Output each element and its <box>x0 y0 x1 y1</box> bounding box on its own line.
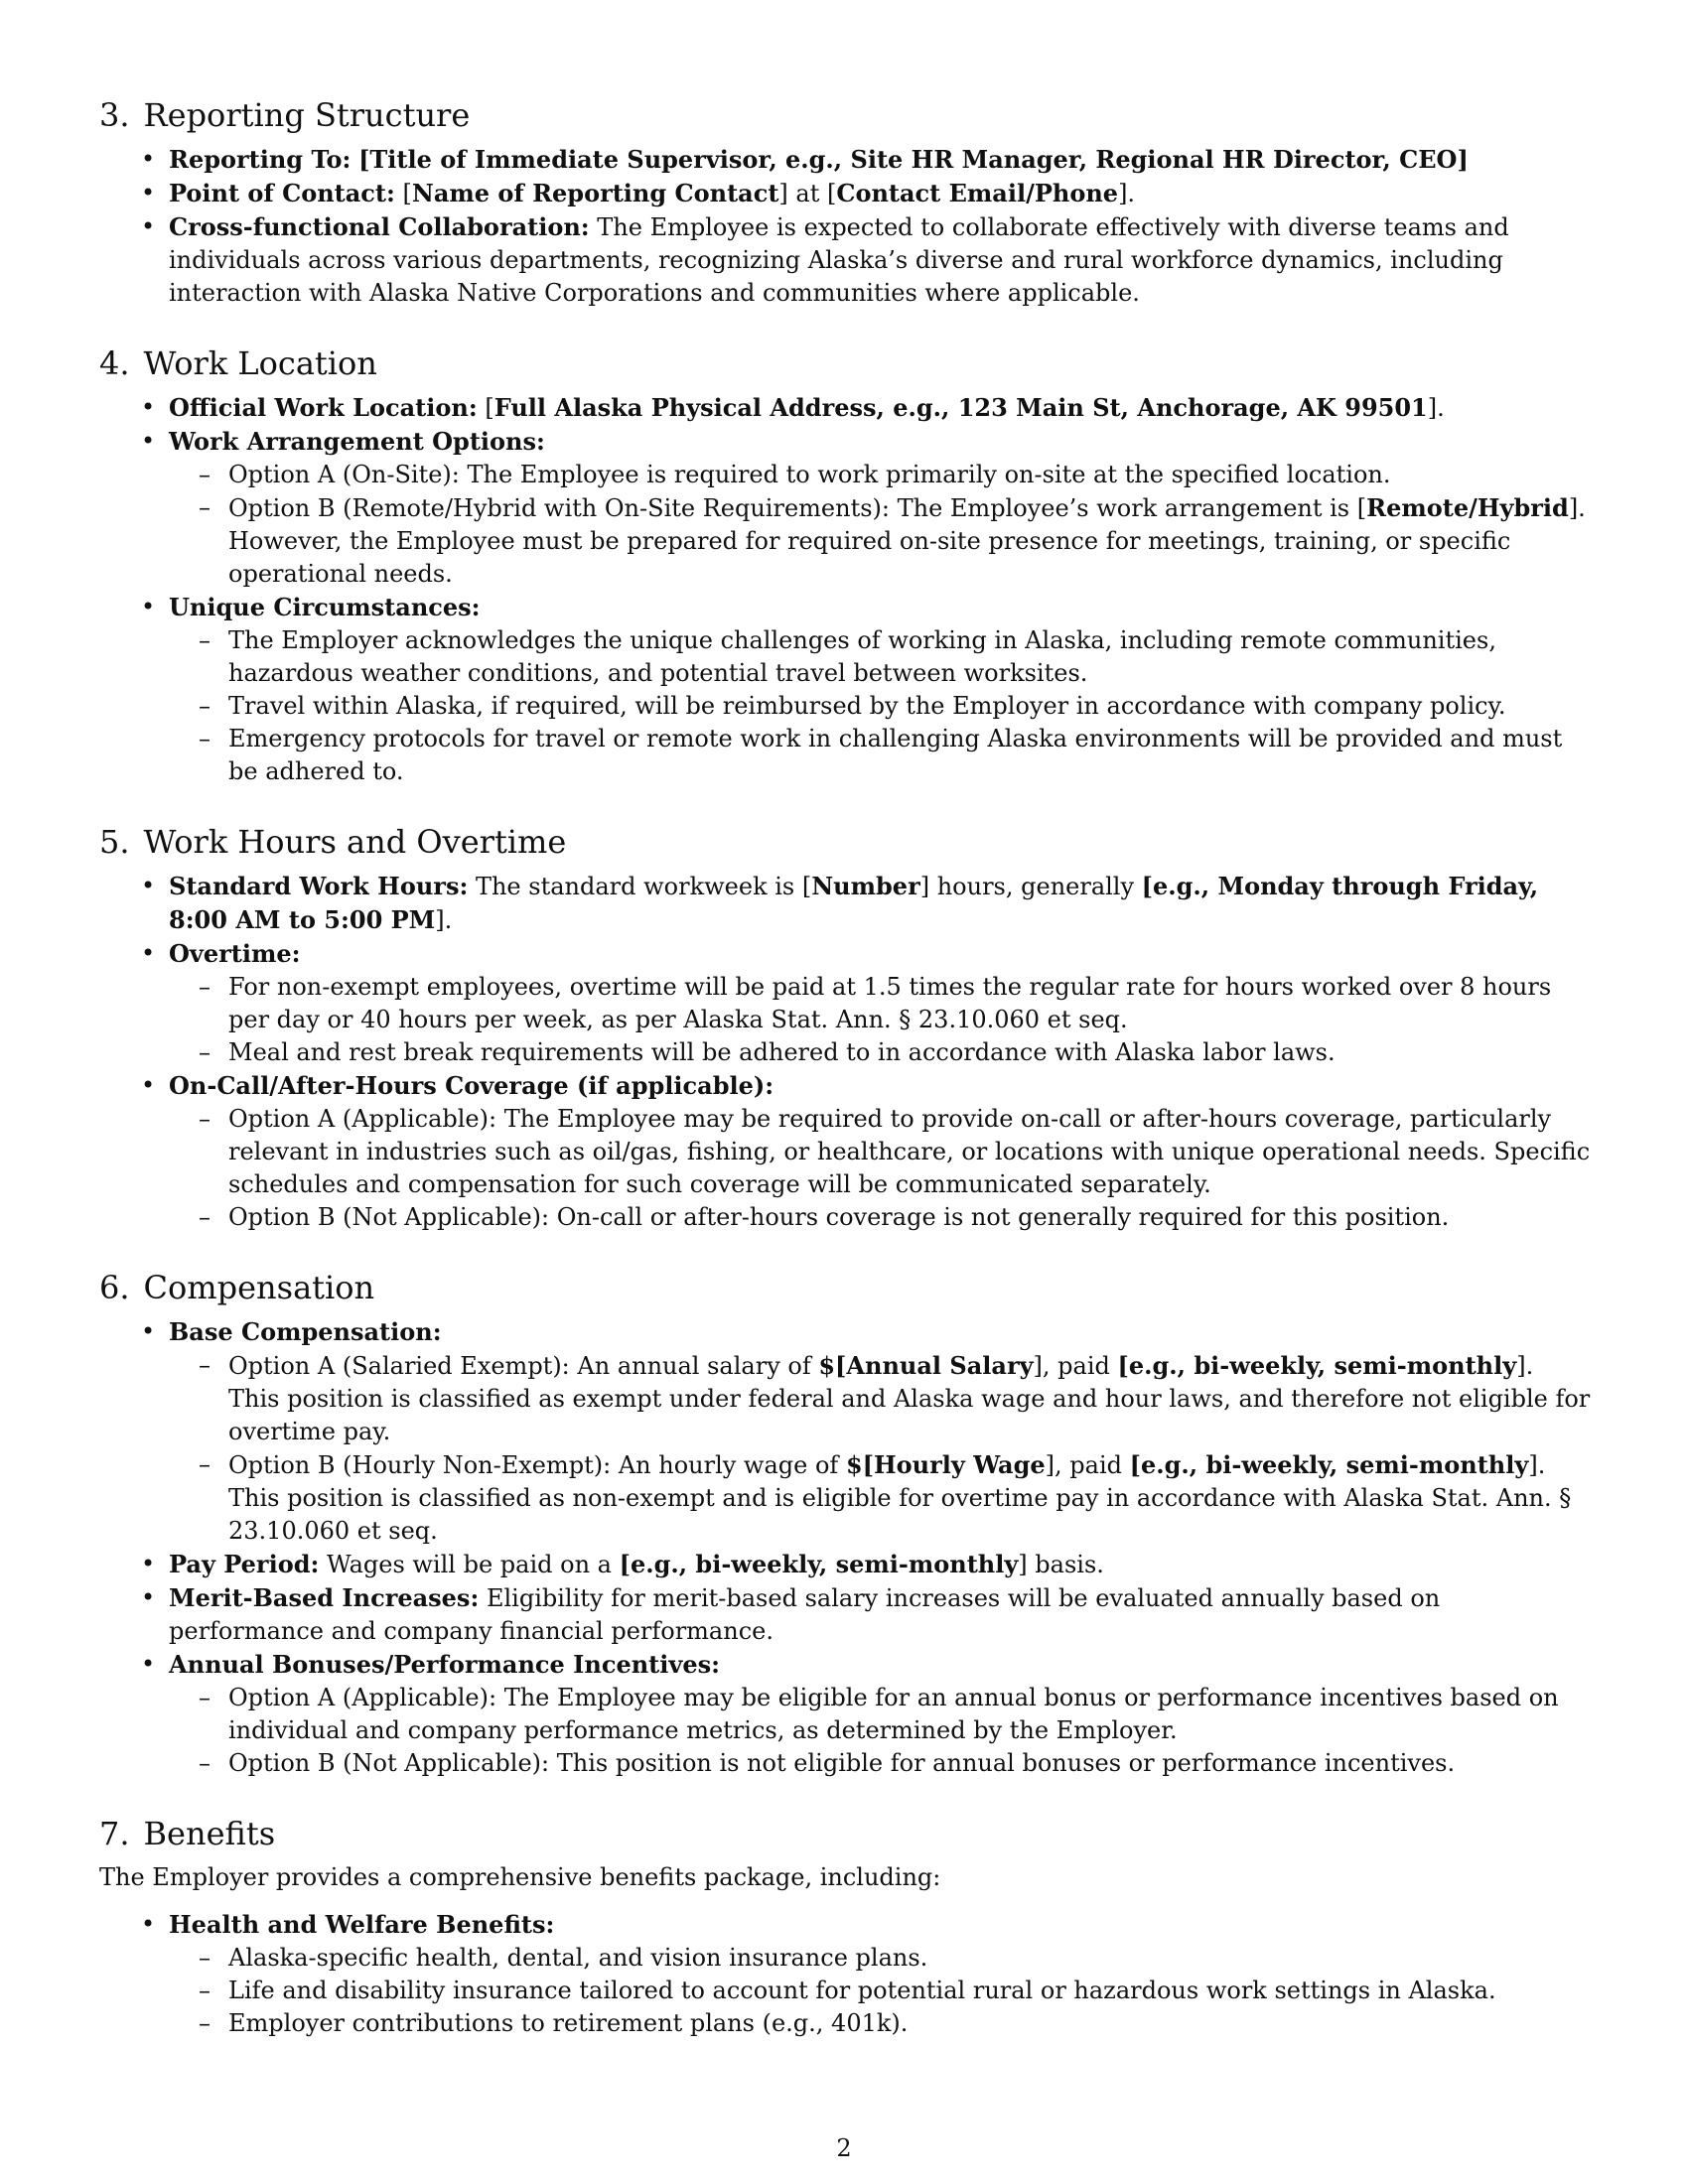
list-item-pay-period: • Pay Period: Wages will be paid on a [e.g., bi-weekly, semi-monthly] basis. <box>169 1548 1591 1581</box>
list-item-on-call: • On-Call/After-Hours Coverage (if applicable): – Option A (Applicable): The Employee may be required to provide on-call or after-hours coverage, particularly relevant in industries such as oil/gas, fishing, or healthcare, or locations with unique operational needs. Specific schedules and compensation for such coverage will be communicated separately. – Option B (Not Applicable): On-call or after-hours coverage is not generally required for this position. <box>169 1069 1591 1234</box>
sub-item: – Option B (Hourly Non-Exempt): An hourly wage of $[Hourly Wage], paid [e.g., bi-weekly, semi-monthly]. This position is classified as non-exempt and is eligible for overtime pay in accordance with Alaska Stat. Ann. § 23.10.060 et seq. <box>228 1448 1591 1548</box>
sub-item: – Employer contributions to retirement plans (e.g., 401k). <box>228 2007 1591 2040</box>
sub-item: – Emergency protocols for travel or remote work in challenging Alaska environments will be provided and must be adhered to. <box>228 723 1591 788</box>
sub-list <box>169 1682 1591 1780</box>
sub-item: – Option A (Applicable): The Employee may be required to provide on-call or after-hours coverage, particularly relevant in industries such as oil/gas, fishing, or healthcare, or locations with unique operational needs. Specific schedules and compensation for such coverage will be communicated separately. <box>228 1103 1591 1201</box>
list-item-reporting-to: • Reporting To: [Title of Immediate Supervisor, e.g., Site HR Manager, Regional HR Director, CEO] <box>169 143 1591 177</box>
list-item-unique-circumstances: • Unique Circumstances: – The Employer acknowledges the unique challenges of working in Alaska, including remote communities, hazardous weather conditions, and potential travel between worksites. – Travel within Alaska, if required, will be reimbursed by the Employer in accordance with company policy. – Emergency protocols for travel or remote work in challenging Alaska environments will be provided and must be adhered to. <box>169 591 1591 788</box>
sub-item: – Option B (Not Applicable): On-call or after-hours coverage is not generally required for this position. <box>228 1201 1591 1234</box>
section-heading: 6. Compensation <box>99 1269 375 1306</box>
list-item-merit-increases: • Merit-Based Increases: Eligibility for merit-based salary increases will be evaluated annually based on performance and company financial performance. <box>169 1581 1591 1648</box>
list-item-work-arrangement: • Work Arrangement Options: – Option A (On-Site): The Employee is required to work primarily on-site at the specified location. – Option B (Remote/Hybrid with On-Site Requirements): The Employee’s work arrangement is [Remote/Hybrid]. However, the Employee must be prepared for required on-site presence for meetings, training, or specific operational needs. <box>169 425 1591 591</box>
page-number: 2 <box>836 2134 852 2162</box>
sub-item: – Option A (On-Site): The Employee is required to work primarily on-site at the specified location. <box>228 459 1591 491</box>
sub-list <box>169 1942 1591 2040</box>
sub-item: – Travel within Alaska, if required, will be reimbursed by the Employer in accordance with company policy. <box>228 690 1591 723</box>
sub-item: – Option B (Not Applicable): This position is not eligible for annual bonuses or performance incentives. <box>228 1747 1591 1780</box>
bullet-list <box>99 391 1591 788</box>
section-work-location <box>99 343 1591 788</box>
sub-item: – Alaska-specific health, dental, and vision insurance plans. <box>228 1942 1591 1975</box>
section-work-hours <box>99 822 1591 1234</box>
sub-item: – For non-exempt employees, overtime will be paid at 1.5 times the regular rate for hours worked over 8 hours per day or 40 hours per week, as per Alaska Stat. Ann. § 23.10.060 et seq. <box>228 971 1591 1036</box>
sub-list <box>169 624 1591 788</box>
list-item-health-welfare: • Health and Welfare Benefits: – Alaska-specific health, dental, and vision insurance plans. – Life and disability insurance tailored to account for potential rural or hazardous work settings in Alaska. – Employer contributions to retirement plans (e.g., 401k). <box>169 1908 1591 2040</box>
page-content <box>99 95 1591 2074</box>
list-item-collaboration: • Cross-functional Collaboration: The Employee is expected to collaborate effectively with diverse teams and individuals across various departments, recognizing Alaska’s diverse and rural workforce dynamics, including interaction with Alaska Native Corporations and communities where applicable. <box>169 210 1591 310</box>
section-heading: 3. Reporting Structure <box>99 96 471 134</box>
section-intro: The Employer provides a comprehensive benefits package, including: <box>99 1863 941 1891</box>
list-item-overtime: • Overtime: – For non-exempt employees, overtime will be paid at 1.5 times the regular rate for hours worked over 8 hours per day or 40 hours per week, as per Alaska Stat. Ann. § 23.10.060 et seq. – Meal and rest break requirements will be adhered to in accordance with Alaska labor laws. <box>169 937 1591 1069</box>
bullet-list <box>99 143 1591 310</box>
list-item-standard-hours: • Standard Work Hours: The standard workweek is [Number] hours, generally [e.g., Monday through Friday, 8:00 AM to 5:00 PM]. <box>169 870 1591 937</box>
list-item-base-compensation: • Base Compensation: – Option A (Salaried Exempt): An annual salary of $[Annual Salary], paid [e.g., bi-weekly, semi-monthly]. This position is classified as exempt under federal and Alaska wage and hour laws, and therefore not eligible for overtime pay. – Option B (Hourly Non-Exempt): An hourly wage of $[Hourly Wage], paid [e.g., bi-weekly, semi-monthly]. This position is classified as non-exempt and is eligible for overtime pay in accordance with Alaska Stat. Ann. § 23.10.060 et seq. <box>169 1315 1591 1548</box>
sub-item: – Option A (Applicable): The Employee may be eligible for an annual bonus or performance incentives based on individual and company performance metrics, as determined by the Employer. <box>228 1682 1591 1747</box>
bullet-list <box>99 1908 1591 2040</box>
bullet-list <box>99 1315 1591 1780</box>
section-heading: 7. Benefits <box>99 1815 276 1852</box>
section-benefits <box>99 1814 1591 2040</box>
sub-item: – Option B (Remote/Hybrid with On-Site Requirements): The Employee’s work arrangement is [Remote/Hybrid]. However, the Employee must be prepared for required on-site presence for meetings, training, or specific operational needs. <box>228 491 1591 591</box>
sub-item: – The Employer acknowledges the unique challenges of working in Alaska, including remote communities, hazardous weather conditions, and potential travel between worksites. <box>228 624 1591 690</box>
sub-item: – Meal and rest break requirements will be adhered to in accordance with Alaska labor laws. <box>228 1036 1591 1069</box>
list-item-bonuses: • Annual Bonuses/Performance Incentives: – Option A (Applicable): The Employee may be eligible for an annual bonus or performance incentives based on individual and company performance metrics, as determined by the Employer. – Option B (Not Applicable): This position is not eligible for annual bonuses or performance incentives. <box>169 1648 1591 1780</box>
sub-list <box>169 1103 1591 1234</box>
section-compensation <box>99 1268 1591 1780</box>
list-item-point-of-contact: • Point of Contact: [Name of Reporting Contact] at [Contact Email/Phone]. <box>169 177 1591 210</box>
section-heading: 4. Work Location <box>99 344 377 382</box>
sub-item: – Option A (Salaried Exempt): An annual salary of $[Annual Salary], paid [e.g., bi-weekly, semi-monthly]. This position is classified as exempt under federal and Alaska wage and hour laws, and therefore not eligible for overtime pay. <box>228 1349 1591 1448</box>
sub-item: – Life and disability insurance tailored to account for potential rural or hazardous work settings in Alaska. <box>228 1975 1591 2007</box>
sub-list <box>169 459 1591 591</box>
sub-list <box>169 971 1591 1069</box>
section-heading: 5. Work Hours and Overtime <box>99 823 567 861</box>
sub-list <box>169 1349 1591 1548</box>
list-item-official-location: • Official Work Location: [Full Alaska Physical Address, e.g., 123 Main St, Anchorage, AK 99501]. <box>169 391 1591 425</box>
bullet-list <box>99 870 1591 1234</box>
section-reporting-structure <box>99 95 1591 310</box>
